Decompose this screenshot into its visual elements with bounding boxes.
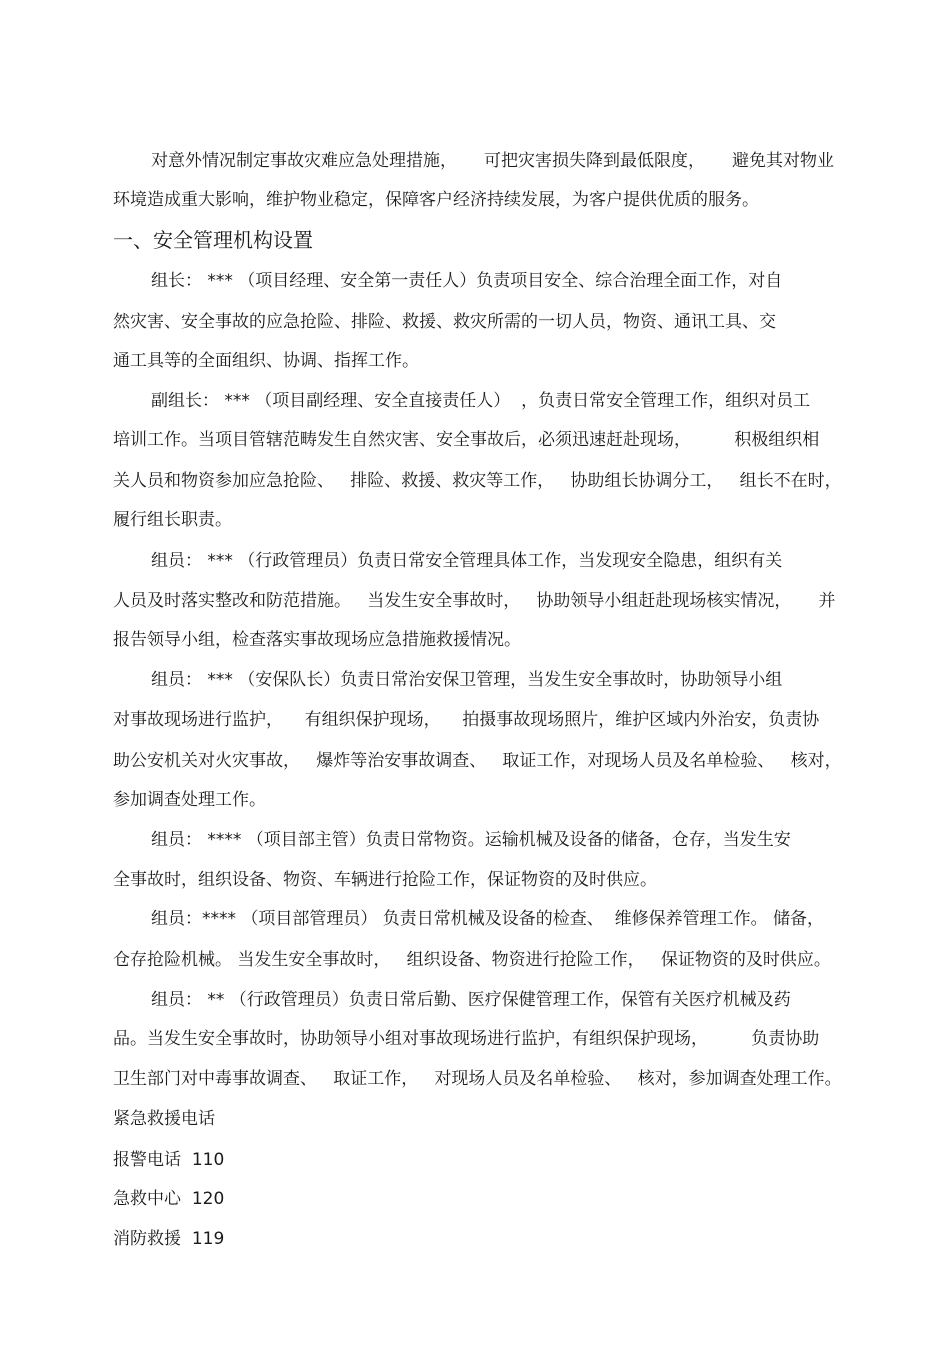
- member-deputy-line: 培训工作。当项目管辖范畴发生自然灾害、安全事故后，必须迅速赶赴现场， 积极组织相: [113, 430, 820, 450]
- phone-entry: [113, 1149, 224, 1171]
- intro-line: 环境造成重大影响，维护物业稳定，保障客户经济持续发展，为客户提供优质的服务。: [113, 190, 759, 210]
- member-deputy-line: 关人员和物资参加应急抢险、 排险、救援、救灾等工作， 协助组长协调分工， 组长不在时，: [113, 471, 842, 491]
- member-leader-line: 通工具等的全面组织、协调、指挥工作。: [113, 351, 419, 371]
- member-security-line: 参加调查处理工作。: [113, 790, 266, 810]
- member-leader-line: 组长： *** （项目经理、安全第一责任人）负责项目安全、综合治理全面工作，对自: [151, 271, 783, 291]
- member-supervisor-line: 组员： **** （项目部主管）负责日常物资。运输机械及设备的储备，仓存，当发生安: [151, 830, 791, 850]
- member-admin-line: 组员： *** （行政管理员）负责日常安全管理具体工作，当发现安全隐患，组织有关: [151, 551, 783, 571]
- phone-number: 110: [191, 1150, 225, 1170]
- member-leader-line: 然灾害、安全事故的应急抢险、排险、救援、救灾所需的一切人员，物资、通讯工具、交: [113, 312, 776, 332]
- member-security-line: 组员： *** （安保队长）负责日常治安保卫管理，当发生安全事故时，协助领导小组: [151, 670, 783, 690]
- phone-number: 120: [191, 1189, 225, 1209]
- member-security-line: 对事故现场进行监护， 有组织保护现场， 拍摄事故现场照片，维护区域内外治安，负责协: [113, 710, 820, 730]
- member-logistics-line: 品。当发生安全事故时，协助领导小组对事故现场进行监护，有组织保护现场， 负责协助: [113, 1029, 820, 1049]
- phone-entry: [113, 1188, 224, 1210]
- phone-entry: [113, 1228, 224, 1250]
- phone-label: 报警电话: [113, 1150, 181, 1170]
- member-deputy-line: 副组长： *** （项目副经理、安全直接责任人） ，负责日常安全管理工作，组织对员工: [151, 391, 811, 411]
- phone-number: 119: [191, 1229, 225, 1249]
- intro-line: 对意外情况制定事故灾难应急处理措施， 可把灾害损失降到最低限度， 避免其对物业: [151, 151, 835, 171]
- phone-label: 消防救援: [113, 1229, 181, 1249]
- member-manager-line: 组员：**** （项目部管理员） 负责日常机械及设备的检查、 维修保养管理工作。 储备，: [151, 909, 825, 929]
- member-logistics-line: 组员： ** （行政管理员）负责日常后勤、医疗保健管理工作，保管有关医疗机械及药: [151, 990, 791, 1010]
- member-security-line: 助公安机关对火灾事故， 爆炸等治安事故调查、 取证工作，对现场人员及名单检验、 核对，: [113, 751, 842, 771]
- member-admin-line: 报告领导小组，检查落实事故现场应急措施救援情况。: [113, 630, 521, 650]
- section-heading: 一、安全管理机构设置: [113, 228, 313, 252]
- emergency-title: 紧急救援电话: [113, 1109, 215, 1129]
- member-deputy-line: 履行组长职责。: [113, 510, 232, 530]
- member-admin-line: 人员及时落实整改和防范措施。 当发生安全事故时， 协助领导小组赶赴现场核实情况， 并: [113, 591, 836, 611]
- member-logistics-line: 卫生部门对中毒事故调查、 取证工作， 对现场人员及名单检验、 核对，参加调查处理工作。: [113, 1069, 842, 1089]
- member-supervisor-line: 全事故时，组织设备、物资、车辆进行抢险工作，保证物资的及时供应。: [113, 870, 657, 890]
- phone-label: 急救中心: [113, 1189, 181, 1209]
- member-manager-line: 仓存抢险机械。 当发生安全事故时， 组织设备、物资进行抢险工作， 保证物资的及时供应。: [113, 950, 831, 970]
